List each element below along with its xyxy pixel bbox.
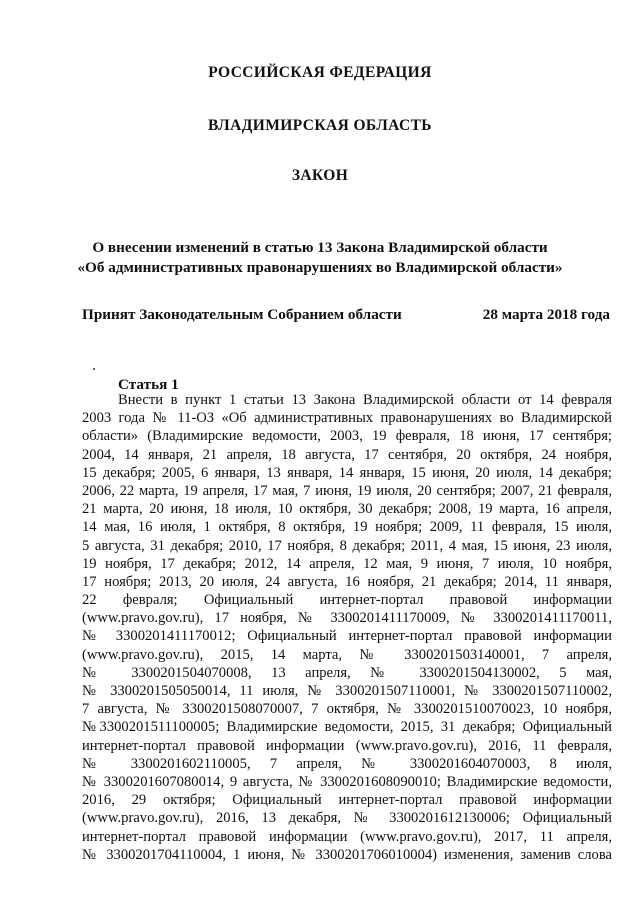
adoption-date: 28 марта 2018 года bbox=[482, 306, 610, 323]
law-title-line-1: О внесении изменений в статью 13 Закона Владимирской области bbox=[92, 239, 548, 256]
article-body-line: 17 ноября; 2013, 20 июля, 24 августа, 16 ноября, 21 декабря; 2014, 11 января, bbox=[82, 573, 612, 590]
article-body-line: интернет-портал правовой информации (www.pravo.gov.ru), 2017, 11 апреля, bbox=[82, 828, 612, 845]
article-body-line: области» (Владимирские ведомости, 2003, 19 февраля, 18 июня, 17 сентября; bbox=[82, 428, 612, 445]
article-body-line: № 3300201411170012; Официальный интернет-портал правовой информации bbox=[82, 628, 612, 645]
article-body-line: № 3300201504070008, 13 апреля, № 3300201504130002, 5 мая, bbox=[82, 664, 612, 681]
adopted-by: Принят Законодательным Собранием области bbox=[82, 306, 402, 323]
article-body-line: 22 февраля; Официальный интернет-портал правовой информации bbox=[82, 592, 612, 609]
article-body-line: № 3300201607080014, 9 августа, № 3300201608090010; Владимирские ведомости, bbox=[82, 773, 612, 790]
law-title bbox=[0, 238, 640, 278]
law-title-line-2: «Об административных правонарушениях во Владимирской области» bbox=[77, 259, 563, 276]
article-body bbox=[82, 391, 612, 864]
article-body-line: 2004, 14 января, 21 апреля, 18 августа, 17 сентября, 20 октября, 24 ноября, bbox=[82, 446, 612, 463]
article-body-line: 21 марта, 20 июня, 18 июля, 10 октября, 30 декабря; 2008, 19 марта, 16 апреля, bbox=[82, 501, 612, 518]
adoption-line bbox=[82, 306, 610, 324]
article-body-line: 15 декабря; 2005, 6 января, 13 января, 14 января, 15 июня, 20 июля, 14 декабря; bbox=[82, 464, 612, 481]
article-heading: Статья 1 bbox=[118, 376, 179, 393]
article-body-line: (www.pravo.gov.ru), 2015, 14 марта, № 3300201503140001, 7 апреля, bbox=[82, 646, 612, 663]
article-body-line: (www.pravo.gov.ru), 17 ноября, № 3300201411170009, № 3300201411170011, bbox=[82, 610, 612, 627]
article-body-line: № 3300201505050014, 11 июля, № 3300201507110001, № 3300201507110002, bbox=[82, 683, 612, 699]
article-body-line: № 3300201602110005, 7 апреля, № 3300201604070003, 8 июля, bbox=[82, 755, 612, 772]
article-body-line: 14 мая, 16 июля, 1 октября, 8 октября, 19 ноября; 2009, 11 февраля, 15 июля, bbox=[82, 519, 612, 536]
region-heading: ВЛАДИМИРСКАЯ ОБЛАСТЬ bbox=[208, 117, 432, 134]
article-body-line: 7 августа, № 3300201508070007, 7 октября, № 3300201510070023, 10 ноября, bbox=[82, 701, 612, 718]
article-body-line: 2006, 22 марта, 19 апреля, 17 мая, 7 июня, 19 июля, 20 сентября; 2007, 21 февраля, bbox=[82, 482, 612, 499]
article-body-line: 2016, 29 октября; Официальный интернет-портал правовой информации bbox=[82, 792, 612, 809]
article-body-line: №3300201511100005; Владимирские ведомости, 2015, 31 декабря; Официальный bbox=[82, 719, 612, 736]
article-body-line: Внести в пункт 1 статьи 13 Закона Владимирской области от 14 февраля bbox=[118, 392, 612, 408]
article-body-line: 19 ноября, 17 декабря; 2012, 14 апреля, 12 мая, 9 июня, 7 июля, 10 ноября, bbox=[82, 555, 612, 572]
article-body-line: 5 августа, 31 декабря; 2010, 17 ноября, 8 декабря; 2011, 4 мая, 15 июня, 23 июля, bbox=[82, 537, 612, 554]
doc-type-heading: ЗАКОН bbox=[291, 167, 349, 184]
article-body-line: (www.pravo.gov.ru), 2016, 13 декабря, № 3300201612130006; Официальный bbox=[82, 810, 612, 827]
federation-heading: РОССИЙСКАЯ ФЕДЕРАЦИЯ bbox=[208, 64, 432, 81]
article-body-line: 2003 года № 11-ОЗ «Об административных правонарушениях во Владимирской bbox=[82, 410, 612, 427]
article-body-line: интернет-портал правовой информации (www.pravo.gov.ru), 2016, 11 февраля, bbox=[82, 737, 612, 754]
article-body-line: № 3300201704110004, 1 июня, № 3300201706010004) изменения, заменив слова bbox=[82, 846, 612, 863]
scan-speck bbox=[93, 368, 95, 370]
